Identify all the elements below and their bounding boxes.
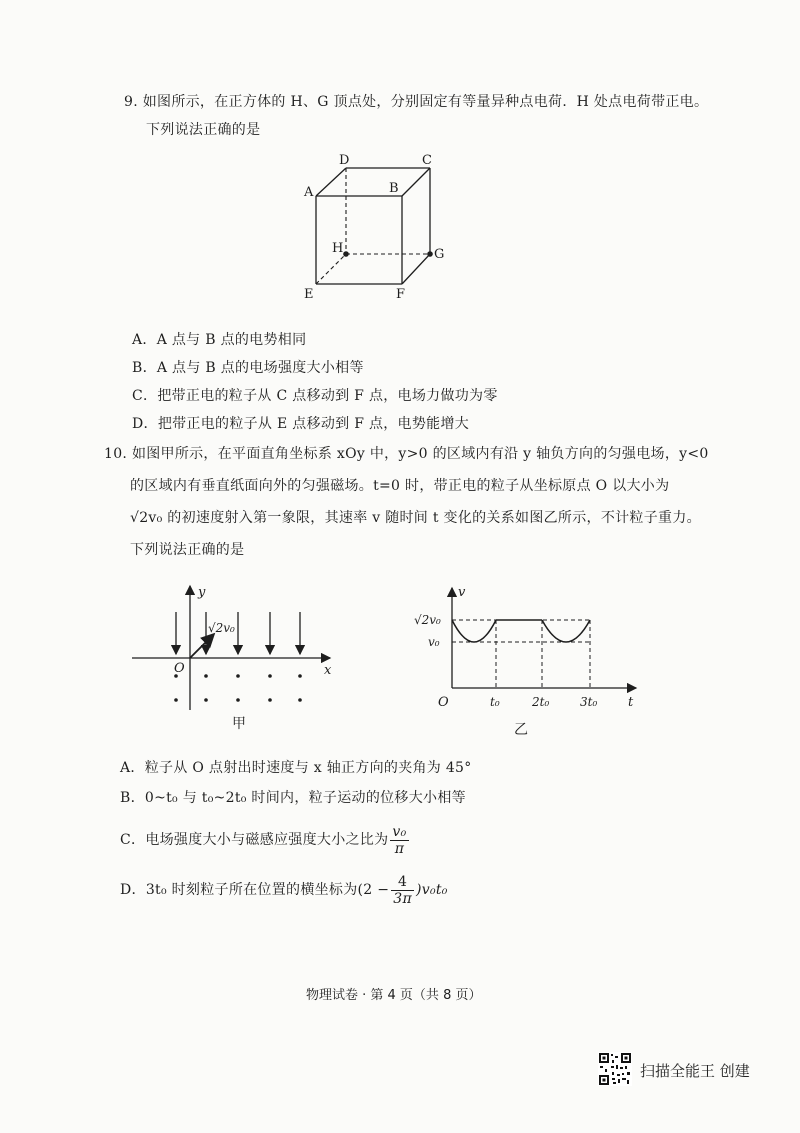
label-B: B: [389, 181, 399, 196]
q10-stem-line2: 的区域内有垂直纸面向外的匀强磁场。t=0 时，带正电的粒子从坐标原点 O 以大小为: [130, 478, 670, 494]
label-E: E: [304, 287, 314, 302]
q10-number: 10.: [104, 446, 128, 462]
edge-AD: [316, 168, 346, 196]
expr-prefix: (2 −: [357, 882, 390, 898]
q9-stem-line1: [124, 92, 708, 112]
fraction-denominator: 3π: [393, 890, 412, 907]
q9-stem-line2: 下列说法正确的是: [146, 122, 261, 138]
fraction-numerator: 4: [391, 874, 414, 891]
label-D: D: [339, 153, 350, 168]
b-field-dot: [204, 674, 208, 678]
q10-option-c-fraction: [390, 824, 408, 857]
cube-figure: [296, 150, 456, 310]
q10-option-b: [120, 788, 466, 808]
label-G: G: [434, 247, 445, 262]
x-label: x: [324, 663, 332, 678]
t0-label: t₀: [490, 695, 500, 709]
figure-yi: [410, 582, 650, 742]
curve-0-t0: [452, 620, 496, 642]
qr-code-icon: [598, 1052, 632, 1086]
velocity-label: √2v₀: [208, 621, 235, 635]
page-footer: 物理试卷 · 第 4 页（共 8 页）: [306, 988, 482, 1003]
label-F: F: [396, 287, 406, 302]
q10-stem-line4: 下列说法正确的是: [130, 542, 245, 558]
origin-label: O: [174, 661, 185, 676]
q10-option-a-text: 粒子从 O 点射出时速度与 x 轴正方向的夹角为 45°: [144, 760, 472, 776]
q9-option-d-text: 把带正电的粒子从 E 点移动到 F 点，电势能增大: [157, 416, 470, 432]
q9-option-b-key: B．: [132, 360, 157, 376]
q10-option-d: [120, 870, 448, 910]
q9-number: 9.: [124, 94, 138, 110]
charge-H: [343, 251, 349, 257]
q9-option-b: [132, 358, 364, 378]
label-C: C: [422, 153, 432, 168]
y-label: y: [198, 585, 206, 600]
edge-FG: [402, 254, 430, 284]
b-field-dot: [298, 674, 302, 678]
q10-stem-line3: √2v₀ 的初速度射入第一象限，其速率 v 随时间 t 变化的关系如图乙所示，不计粒子重力。: [130, 510, 701, 526]
b-field-dot: [174, 698, 178, 702]
fraction-numerator: v₀: [392, 823, 407, 840]
b-field-dot: [236, 674, 240, 678]
q10-option-a: [120, 758, 472, 778]
3t0-label: 3t₀: [580, 695, 598, 709]
q10-option-b-key: B．: [120, 790, 145, 806]
label-A: A: [304, 185, 314, 200]
q9-option-d-key: D．: [132, 416, 158, 432]
caption-yi: 乙: [514, 722, 528, 738]
q9-option-c-key: C．: [132, 388, 158, 404]
q10-option-d-key: D．: [120, 882, 146, 898]
label-H: H: [332, 241, 344, 256]
q10-stem-text-1: 如图甲所示，在平面直角坐标系 xOy 中，y>0 的区域内有沿 y 轴负方向的匀强电场，y<0: [131, 446, 709, 462]
edge-BC: [402, 168, 430, 196]
q9-option-b-text: A 点与 B 点的电场强度大小相等: [156, 360, 364, 376]
q9-option-a: [132, 330, 306, 350]
q10-option-c-text: 电场强度大小与磁感应强度大小之比为: [145, 832, 389, 848]
q10-option-d-fraction: [391, 874, 414, 907]
velocity-arrow: [190, 634, 214, 658]
edge-EH: [316, 254, 346, 284]
scanner-watermark: 扫描全能王 创建: [640, 1062, 750, 1080]
q10-option-c: [120, 822, 411, 858]
v0-label: v₀: [428, 635, 440, 649]
q9-option-d: [132, 414, 469, 434]
2t0-label: 2t₀: [532, 695, 550, 709]
q9-option-c-text: 把带正电的粒子从 C 点移动到 F 点，电场力做功为零: [157, 388, 498, 404]
origin-label: O: [438, 695, 449, 710]
q10-stem-line1: [104, 444, 709, 464]
figure-jia: [128, 582, 348, 732]
caption-jia: 甲: [232, 716, 246, 732]
q10-option-c-key: C．: [120, 832, 146, 848]
b-field-dot: [268, 674, 272, 678]
q9-stem-text-1: 如图所示，在正方体的 H、G 顶点处，分别固定有等量异种点电荷．H 处点电荷带正电。: [142, 94, 709, 110]
q10-option-a-key: A．: [120, 760, 145, 776]
q9-option-a-text: A 点与 B 点的电势相同: [156, 332, 307, 348]
vmax-label: √2v₀: [414, 613, 441, 627]
b-field-dot: [204, 698, 208, 702]
q10-option-d-text: 3t₀ 时刻粒子所在位置的横坐标为: [145, 882, 358, 898]
b-field-dot: [268, 698, 272, 702]
q9-option-c: [132, 386, 498, 406]
curve-2t0-3t0: [542, 620, 590, 642]
charge-G: [427, 251, 433, 257]
t-axis-label: t: [628, 695, 634, 710]
v-axis-label: v: [458, 585, 466, 600]
q9-option-a-key: A．: [132, 332, 157, 348]
q10-option-b-text: 0~t₀ 与 t₀~2t₀ 时间内，粒子运动的位移大小相等: [144, 790, 466, 806]
b-field-dot: [298, 698, 302, 702]
b-field-dot: [236, 698, 240, 702]
fraction-denominator: π: [394, 840, 405, 857]
expr-suffix: )v₀t₀: [416, 882, 448, 898]
